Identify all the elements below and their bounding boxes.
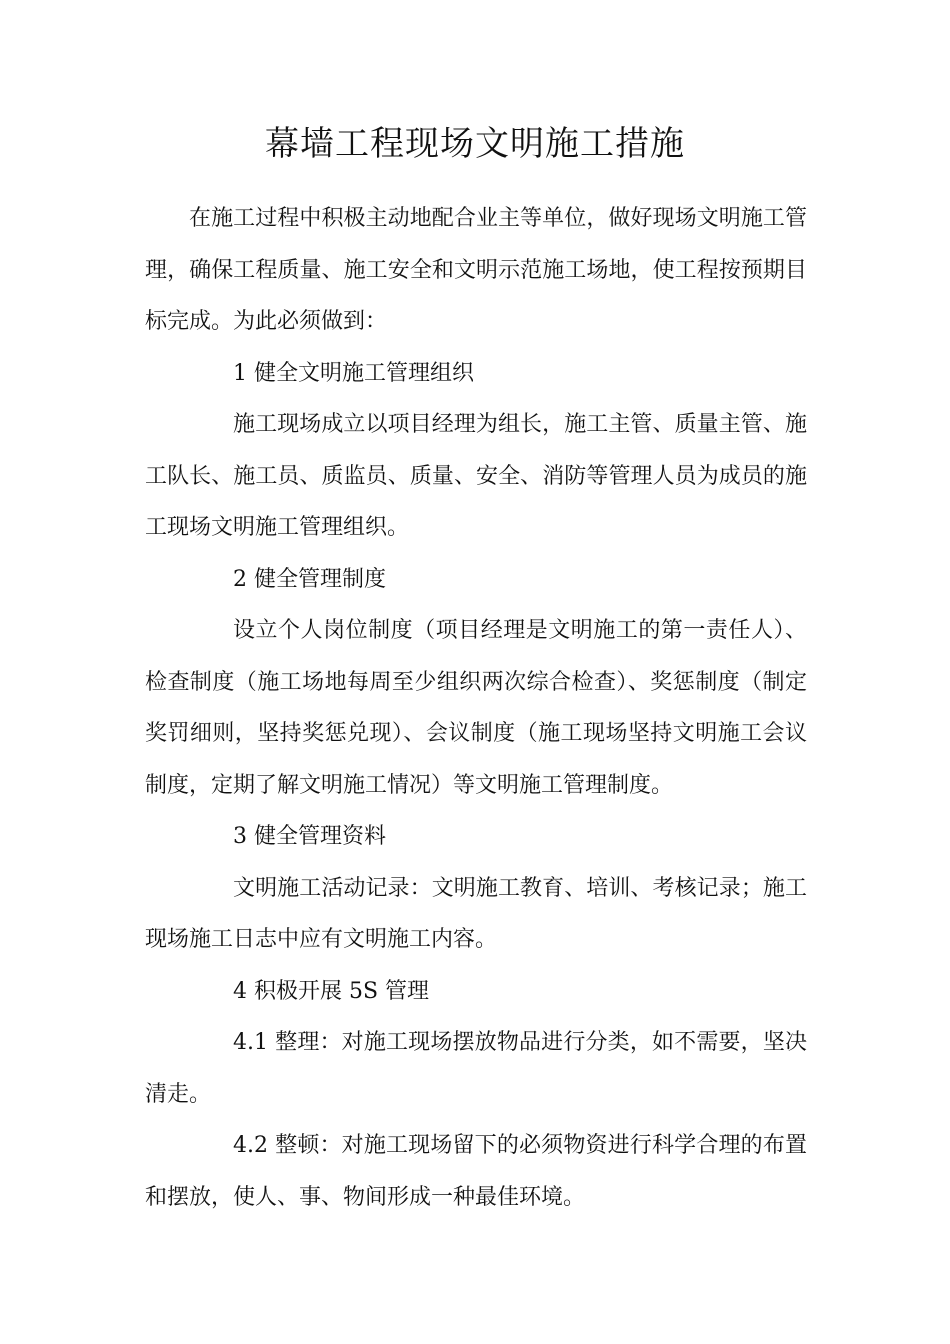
section-4-1-paragraph: 4.1 整理：对施工现场摆放物品进行分类，如不需要，坚决清走。	[145, 1030, 807, 1107]
document-body	[145, 193, 807, 1223]
section-3-heading: 3 健全管理资料	[233, 824, 386, 849]
section-1-body: 施工现场成立以项目经理为组长，施工主管、质量主管、施工队长、施工员、质监员、质量、安全、消防等管理人员为成员的施工现场文明施工管理组织。	[145, 412, 807, 540]
section-4-2-paragraph: 4.2 整顿：对施工现场留下的必须物资进行科学合理的布置和摆放，使人、事、物间形成一种最佳环境。	[145, 1133, 807, 1210]
section-4-heading: 4 积极开展 5S 管理	[233, 978, 430, 1004]
section-1-heading: 1 健全文明施工管理组织	[233, 360, 474, 386]
document-title: 幕墙工程现场文明施工措施	[265, 124, 685, 164]
intro-paragraph: 在施工过程中积极主动地配合业主等单位，做好现场文明施工管理，确保工程质量、施工安全和文明示范施工场地，使工程按预期目标完成。为此必须做到：	[145, 206, 807, 334]
section-2-body: 设立个人岗位制度（项目经理是文明施工的第一责任人）、检查制度（施工场地每周至少组织两次综合检查）、奖惩制度（制定奖罚细则，坚持奖惩兑现）、会议制度（施工现场坚持文明施工会议制度，定期了解文明施工情况）等文明施工管理制度。	[145, 618, 807, 798]
section-2-heading: 2 健全管理制度	[233, 566, 386, 592]
section-3-body: 文明施工活动记录：文明施工教育、培训、考核记录；施工现场施工日志中应有文明施工内容。	[145, 875, 807, 952]
